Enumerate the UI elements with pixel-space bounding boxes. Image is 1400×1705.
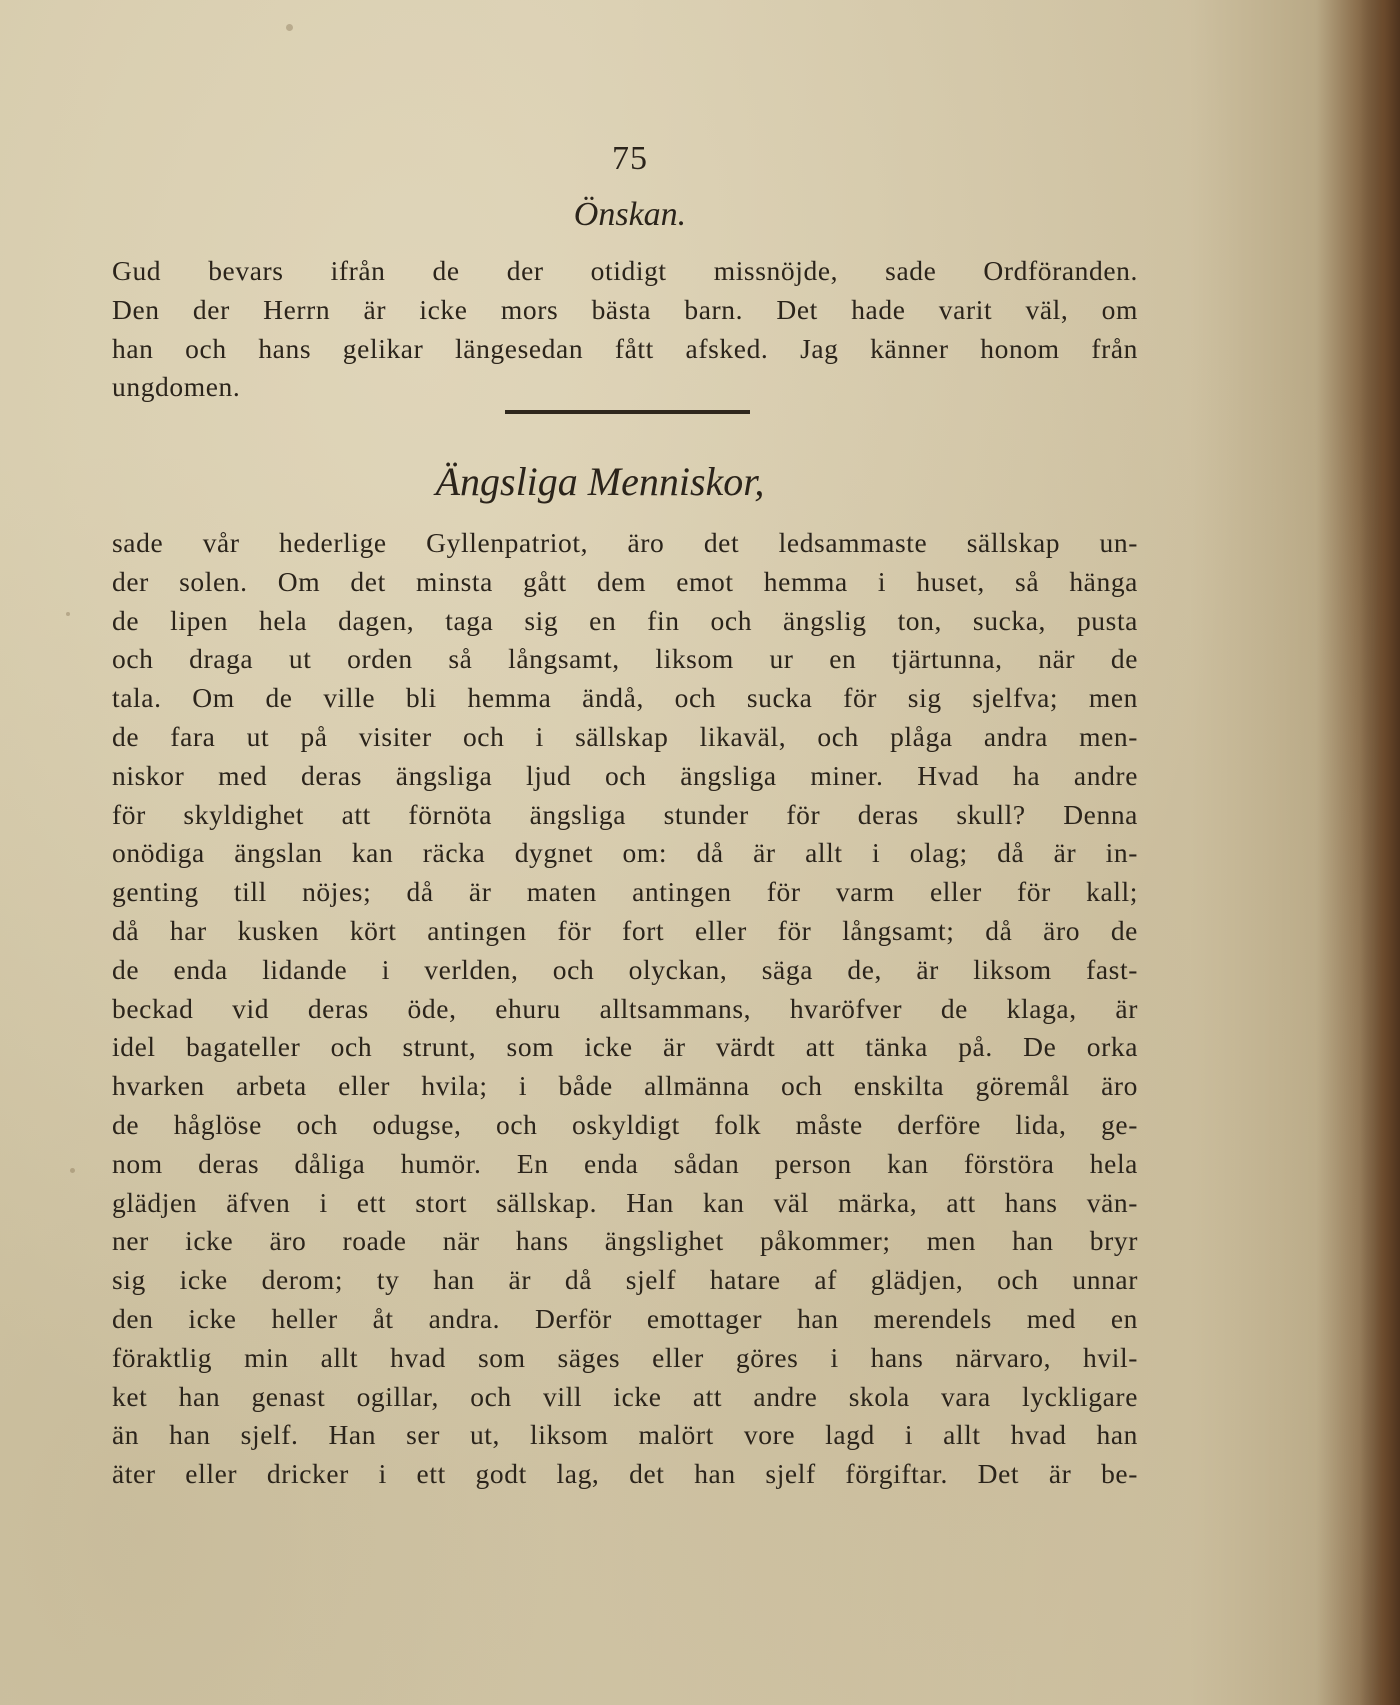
text-line: de håglöse och odugse, och oskyldigt folk måste derföre lida, ge-	[112, 1108, 1138, 1140]
paper-spot	[70, 1168, 75, 1173]
text-line: hvarken arbeta eller hvila; i både allmänna och enskilta göremål äro	[112, 1070, 1138, 1102]
text-line: der solen. Om det minsta gått dem emot hemma i huset, så hänga	[112, 565, 1138, 597]
text-line: han och hans gelikar längesedan fått afsked. Jag känner honom från	[112, 332, 1138, 364]
text-line: de enda lidande i verlden, och olyckan, säga de, är liksom fast-	[112, 953, 1138, 985]
text-line: niskor med deras ängsliga ljud och ängsliga miner. Hvad ha andre	[112, 759, 1138, 791]
book-page-edge	[1360, 0, 1400, 1705]
text-line: beckad vid deras öde, ehuru alltsammans, hvaröfver de klaga, är	[112, 992, 1138, 1024]
page-number: 75	[612, 140, 648, 177]
text-line: onödiga ängslan kan räcka dygnet om: då är allt i olag; då är in-	[112, 837, 1138, 869]
section-divider	[505, 410, 750, 414]
text-line: än han sjelf. Han ser ut, liksom malört vore lagd i allt hvad han	[112, 1419, 1138, 1451]
text-line: glädjen äfven i ett stort sällskap. Han kan väl märka, att hans vän-	[112, 1186, 1138, 1218]
text-line: nom deras dåliga humör. En enda sådan person kan förstöra hela	[112, 1147, 1138, 1179]
text-line: den icke heller åt andra. Derför emottager han merendels med en	[112, 1302, 1138, 1334]
text-line: de fara ut på visiter och i sällskap likaväl, och plåga andra men-	[112, 720, 1138, 752]
text-line: de lipen hela dagen, taga sig en fin och ängslig ton, sucka, pusta	[112, 604, 1138, 636]
text-line: genting till nöjes; då är maten antingen för varm eller för kall;	[112, 876, 1138, 908]
text-line: Den der Herrn är icke mors bästa barn. Det hade varit väl, om	[112, 293, 1138, 325]
paper-spot	[286, 24, 293, 31]
text-line: Gud bevars ifrån de der otidigt missnöjde, sade Ordföranden.	[112, 255, 1138, 286]
text-line: föraktlig min allt hvad som säges eller göres i hans närvaro, hvil-	[112, 1341, 1138, 1373]
text-line: ner icke äro roade när hans ängslighet påkommer; men han bryr	[112, 1225, 1138, 1257]
text-line: idel bagateller och strunt, som icke är värdt att tänka på. De orka	[112, 1031, 1138, 1063]
text-line: ket han genast ogillar, och vill icke att andre skola vara lyckligare	[112, 1380, 1138, 1412]
text-line: för skyldighet att förnöta ängsliga stunder för deras skull? Denna	[112, 798, 1138, 830]
text-line: sade vår hederlige Gyllenpatriot, äro det ledsammaste sällskap un-	[112, 527, 1138, 558]
text-line: då har kusken kört antingen för fort eller för långsamt; då äro de	[112, 914, 1138, 946]
section-title-onskan: Önskan.	[573, 196, 687, 233]
text-line: och draga ut orden så långsamt, liksom ur en tjärtunna, när de	[112, 643, 1138, 675]
paper-spot	[66, 612, 70, 616]
text-line: ungdomen.	[112, 371, 241, 403]
section-1-text	[112, 252, 1138, 407]
text-line: tala. Om de ville bli hemma ändå, och sucka för sig sjelfva; men	[112, 682, 1138, 714]
text-line: sig icke derom; ty han är då sjelf hatare af glädjen, och unnar	[112, 1264, 1138, 1296]
text-line: äter eller dricker i ett godt lag, det han sjelf förgiftar. Det är be-	[112, 1458, 1138, 1490]
section-2-text	[112, 524, 1138, 1494]
section-title-angsliga-menniskor: Ängsliga Menniskor,	[435, 459, 765, 504]
